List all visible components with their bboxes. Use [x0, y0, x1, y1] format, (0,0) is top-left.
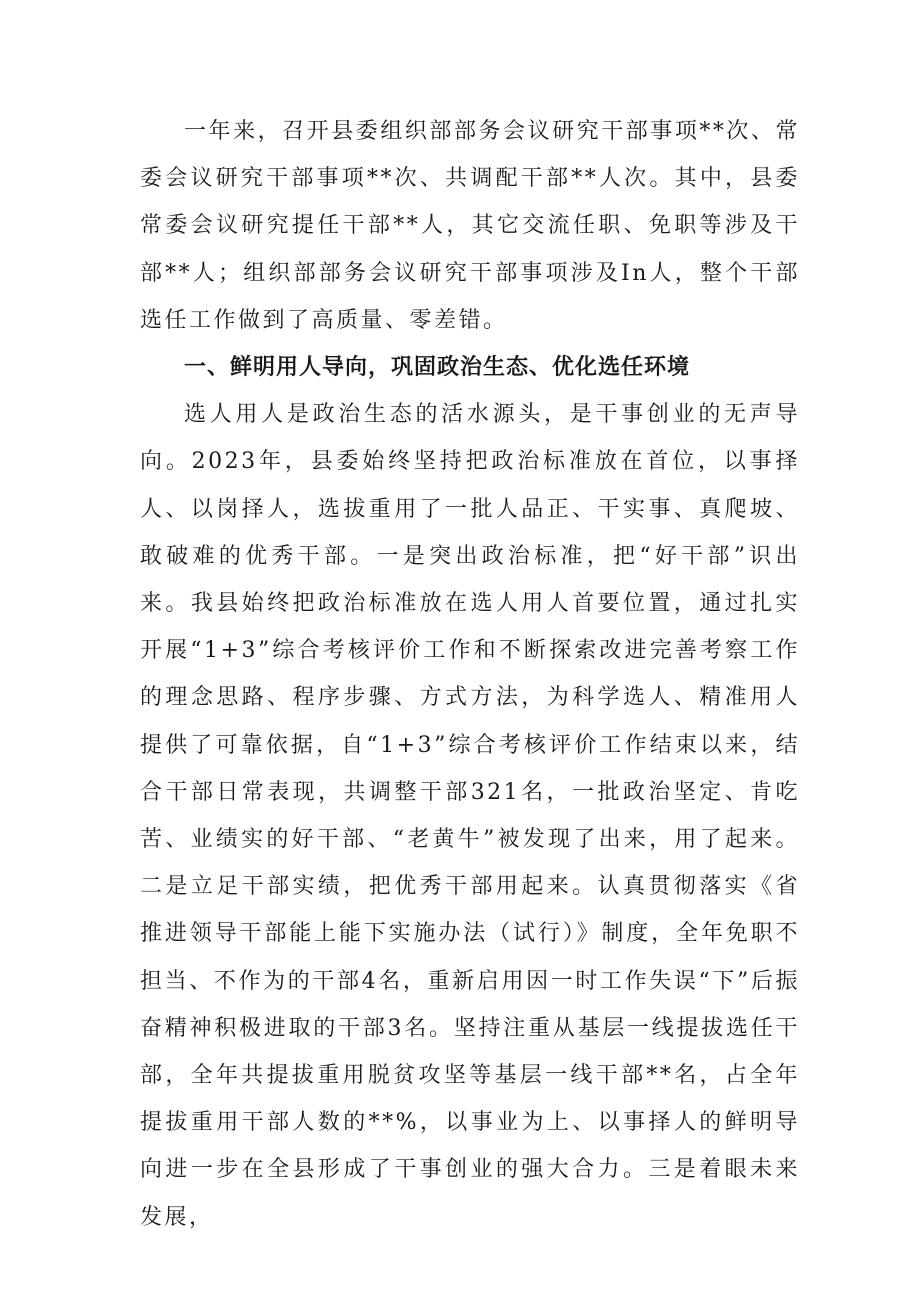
- section-heading: 一、鲜明用人导向，巩固政治生态、优化选任环境: [184, 355, 691, 381]
- section-paragraph: 选人用人是政治生态的活水源头，是干事创业的无声导向。2023年，县委始终坚持把政治标准放在首位，以事择人、以岗择人，选拔重用了一批人品正、干实事、真爬坡、敢破难的优秀干部。一是突出政治标准，把“好干部”识出来。我县始终把政治标准放在选人用人首要位置，通过扎实开展“1+3”综合考核评价工作和不断探索改进完善考察工作的理念思路、程序步骤、方式方法，为科学选人、精准用人提供了可靠依据，自“1+3”综合考核评价工作结束以来，结合干部日常表现，共调整干部321名，一批政治坚定、肯吃苦、业绩实的好干部、“老黄牛”被发现了出来，用了起来。二是立足干部实绩，把优秀干部用起来。认真贯彻落实《省推进领导干部能上能下实施办法（试行）》制度，全年免职不担当、不作为的干部4名，重新启用因一时工作失误“下”后振奋精神积极进取的干部3名。坚持注重从基层一线提拔选任干部，全年共提拔重用脱贫攻坚等基层一线干部**名，占全年提拔重用干部人数的**%，以事业为上、以事择人的鲜明导向进一步在全县形成了干事创业的强大合力。三是着眼未来发展，: [140, 402, 800, 1230]
- document-page: [140, 108, 800, 1241]
- intro-paragraph: 一年来，召开县委组织部部务会议研究干部事项**次、常委会议研究干部事项**次、共调配干部**人次。其中，县委常委会议研究提任干部**人，其它交流任职、免职等涉及干部**人；组织部部务会议研究干部事项涉及In人，整个干部选任工作做到了高质量、零差错。: [140, 119, 800, 333]
